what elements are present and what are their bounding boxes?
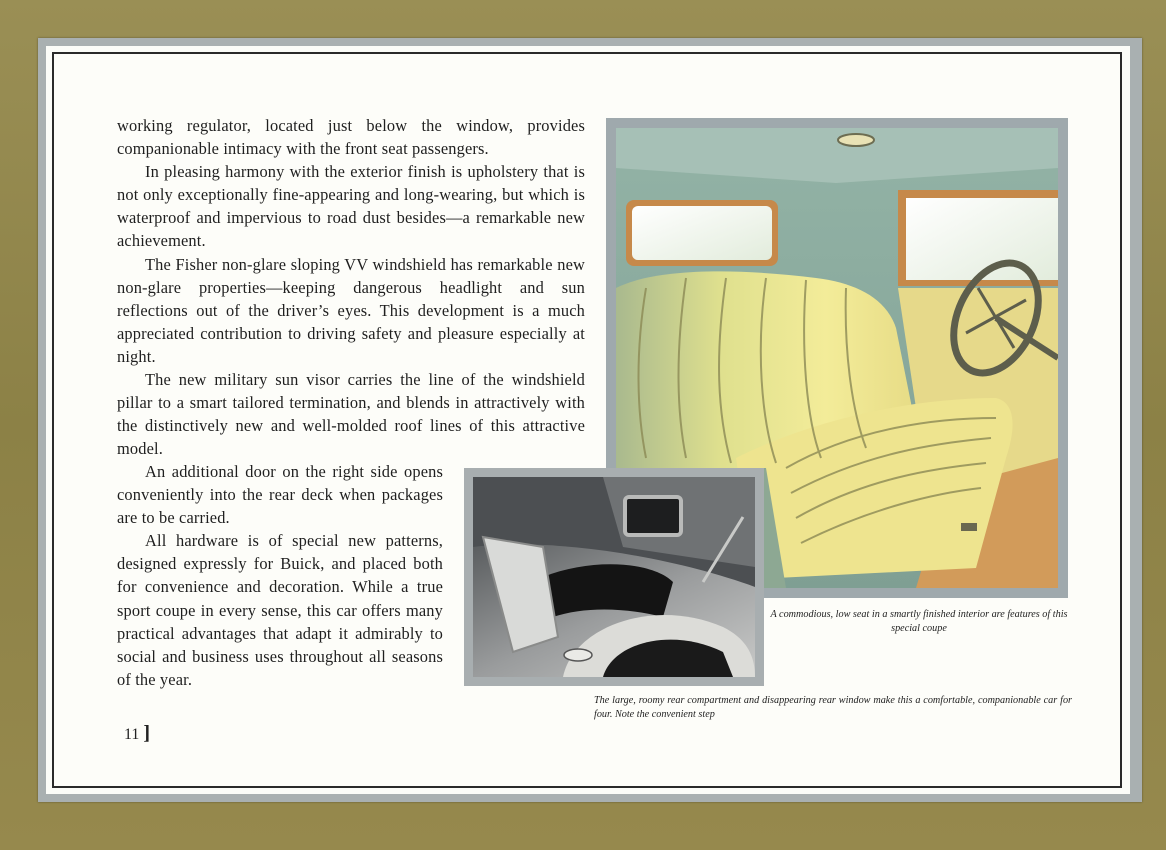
page-border	[52, 52, 1122, 788]
caption-interior: A commodious, low seat in a smartly finished interior are features of this special coupe	[770, 609, 1068, 634]
rear-deck-drawing	[473, 477, 755, 677]
page	[46, 46, 1130, 794]
page-number-bracket: ]	[143, 722, 151, 744]
text-column-upper	[117, 114, 585, 460]
text-column-lower	[117, 460, 443, 691]
paragraph: The new military sun visor carries the line of the windshield pillar to a smart tailored termination, and blends in attractively with the distinctively new and well-molded roof lines of this attractive model.	[117, 370, 585, 459]
paragraph: In pleasing harmony with the exterior finish is upholstery that is not only exceptionally fine-appearing and long-wearing, but which is waterproof and impervious to road dust besides—a remarkable new achievement.	[117, 162, 585, 251]
page-number	[124, 722, 150, 745]
page-number-value: 11	[124, 726, 140, 743]
paragraph: The Fisher non-glare sloping VV windshield has remarkable new non-glare properties—keeping dangerous headlight and sun reflections out of the driver’s eyes. This development is a much appreciated contribution to driving safety and pleasure especially at night.	[117, 254, 585, 366]
page-frame	[38, 38, 1142, 802]
caption-rear-deck: The large, roomy rear compartment and disappearing rear window make this a comfortable, companionable car for four. Note the convenient step	[594, 695, 1072, 720]
paragraph: All hardware is of special new patterns, designed expressly for Buick, and placed both for convenience and decoration. While a true sport coupe in every sense, this car offers many practical advantages that adapt it admirably to social and business uses throughout all seasons of the year.	[117, 531, 443, 689]
paragraph: An additional door on the right side opens conveniently into the rear deck when packages are to be carried.	[117, 462, 443, 528]
rear-deck-photo	[464, 468, 764, 686]
paragraph: working regulator, located just below the window, provides companionable intimacy with the front seat passengers.	[117, 116, 585, 159]
